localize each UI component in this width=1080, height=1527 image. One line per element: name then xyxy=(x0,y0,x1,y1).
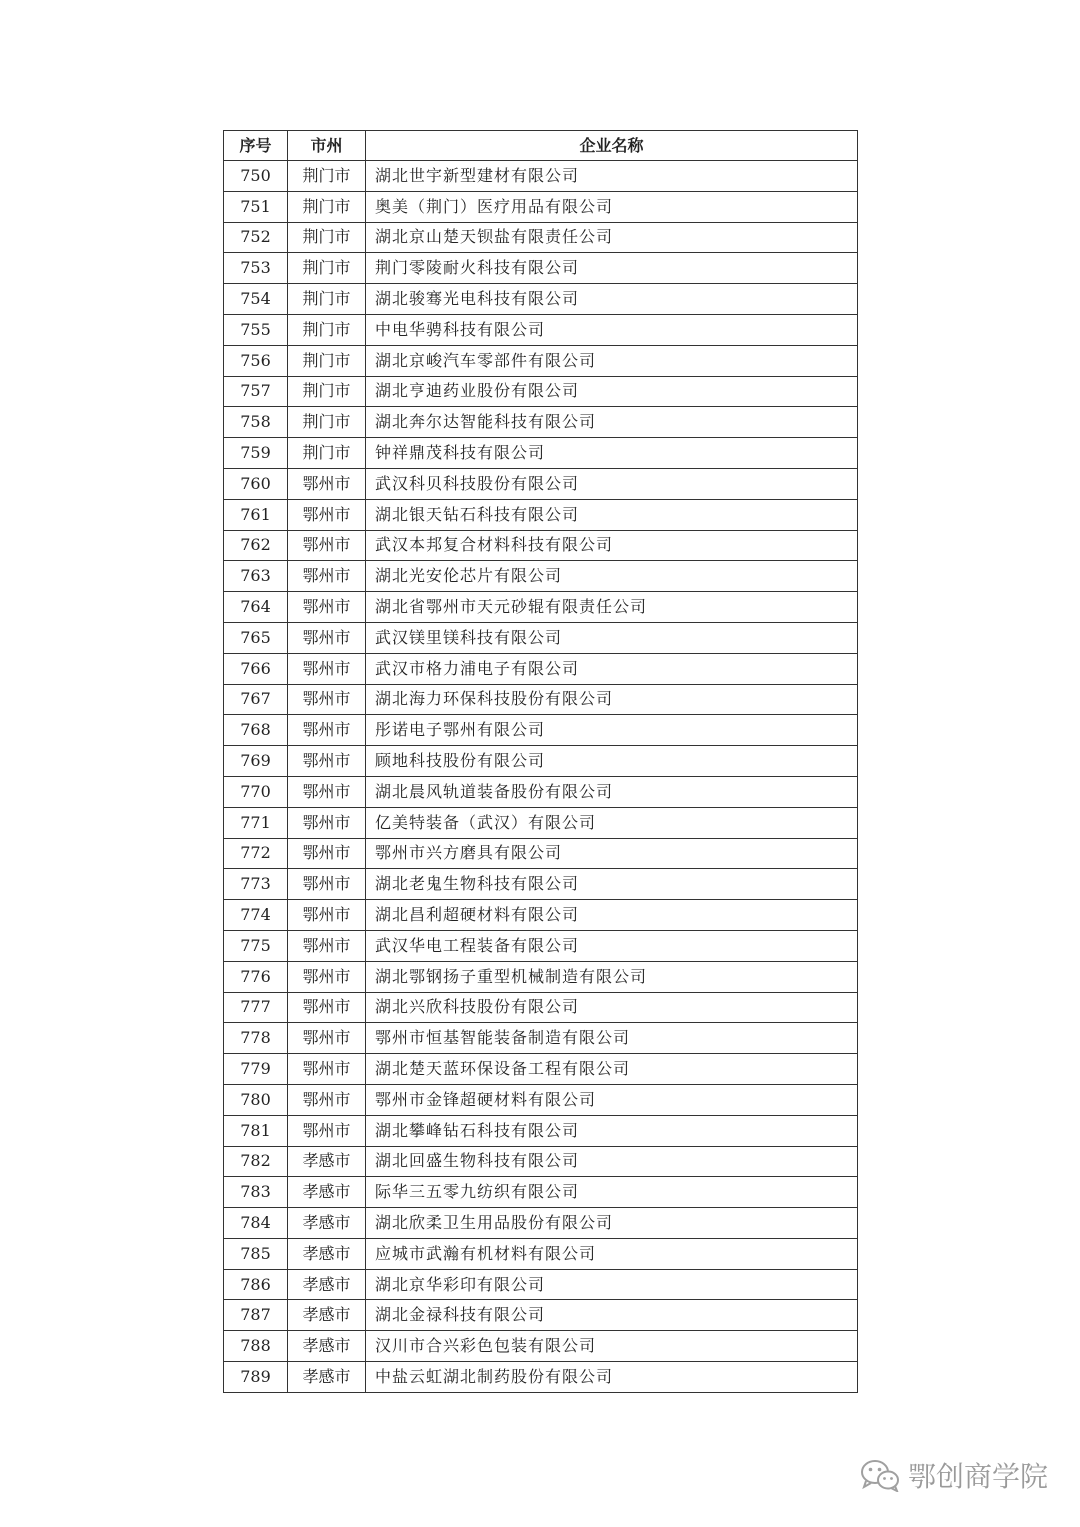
cell-serial-number: 775 xyxy=(224,930,288,961)
table-row xyxy=(224,653,858,684)
cell-city: 鄂州市 xyxy=(288,1084,366,1115)
cell-serial-number: 781 xyxy=(224,1115,288,1146)
cell-company-name: 湖北兴欣科技股份有限公司 xyxy=(366,992,858,1023)
cell-city: 鄂州市 xyxy=(288,1115,366,1146)
table-row xyxy=(224,1177,858,1208)
table-row xyxy=(224,499,858,530)
cell-serial-number: 769 xyxy=(224,746,288,777)
header-serial-number: 序号 xyxy=(224,131,288,161)
cell-company-name: 湖北光安伦芯片有限公司 xyxy=(366,561,858,592)
cell-city: 鄂州市 xyxy=(288,961,366,992)
cell-city: 鄂州市 xyxy=(288,992,366,1023)
table-row xyxy=(224,191,858,222)
table-row xyxy=(224,807,858,838)
cell-serial-number: 785 xyxy=(224,1238,288,1269)
cell-company-name: 际华三五零九纺织有限公司 xyxy=(366,1177,858,1208)
cell-city: 孝感市 xyxy=(288,1300,366,1331)
cell-company-name: 湖北欣柔卫生用品股份有限公司 xyxy=(366,1208,858,1239)
table-row xyxy=(224,1023,858,1054)
cell-company-name: 武汉市格力浦电子有限公司 xyxy=(366,653,858,684)
cell-serial-number: 774 xyxy=(224,900,288,931)
cell-company-name: 湖北攀峰钻石科技有限公司 xyxy=(366,1115,858,1146)
cell-city: 鄂州市 xyxy=(288,746,366,777)
cell-city: 孝感市 xyxy=(288,1238,366,1269)
cell-serial-number: 756 xyxy=(224,345,288,376)
cell-serial-number: 776 xyxy=(224,961,288,992)
cell-city: 荆门市 xyxy=(288,284,366,315)
cell-company-name: 亿美特装备（武汉）有限公司 xyxy=(366,807,858,838)
cell-city: 鄂州市 xyxy=(288,838,366,869)
cell-company-name: 湖北海力环保科技股份有限公司 xyxy=(366,684,858,715)
cell-company-name: 鄂州市兴方磨具有限公司 xyxy=(366,838,858,869)
cell-serial-number: 778 xyxy=(224,1023,288,1054)
table-row xyxy=(224,961,858,992)
cell-serial-number: 751 xyxy=(224,191,288,222)
cell-serial-number: 750 xyxy=(224,161,288,192)
cell-city: 鄂州市 xyxy=(288,869,366,900)
wechat-icon xyxy=(860,1458,900,1492)
cell-city: 孝感市 xyxy=(288,1177,366,1208)
cell-serial-number: 754 xyxy=(224,284,288,315)
cell-company-name: 湖北老鬼生物科技有限公司 xyxy=(366,869,858,900)
cell-company-name: 中盐云虹湖北制药股份有限公司 xyxy=(366,1362,858,1393)
cell-company-name: 湖北京华彩印有限公司 xyxy=(366,1269,858,1300)
table-row xyxy=(224,838,858,869)
cell-serial-number: 773 xyxy=(224,869,288,900)
table-row xyxy=(224,1269,858,1300)
cell-city: 鄂州市 xyxy=(288,807,366,838)
cell-company-name: 武汉科贝科技股份有限公司 xyxy=(366,468,858,499)
table-row xyxy=(224,407,858,438)
cell-serial-number: 757 xyxy=(224,376,288,407)
cell-serial-number: 752 xyxy=(224,222,288,253)
cell-city: 鄂州市 xyxy=(288,930,366,961)
cell-city: 荆门市 xyxy=(288,253,366,284)
table-row xyxy=(224,530,858,561)
cell-serial-number: 767 xyxy=(224,684,288,715)
cell-city: 荆门市 xyxy=(288,376,366,407)
table-row xyxy=(224,746,858,777)
table-header-row xyxy=(224,131,858,161)
cell-company-name: 应城市武瀚有机材料有限公司 xyxy=(366,1238,858,1269)
cell-serial-number: 755 xyxy=(224,314,288,345)
table-row xyxy=(224,930,858,961)
table-row xyxy=(224,715,858,746)
cell-city: 荆门市 xyxy=(288,407,366,438)
watermark xyxy=(860,1455,1048,1495)
cell-city: 荆门市 xyxy=(288,222,366,253)
cell-serial-number: 788 xyxy=(224,1331,288,1362)
cell-serial-number: 765 xyxy=(224,622,288,653)
cell-city: 荆门市 xyxy=(288,438,366,469)
table-row xyxy=(224,684,858,715)
cell-company-name: 湖北银天钻石科技有限公司 xyxy=(366,499,858,530)
cell-city: 鄂州市 xyxy=(288,622,366,653)
cell-serial-number: 762 xyxy=(224,530,288,561)
cell-serial-number: 764 xyxy=(224,592,288,623)
table-row xyxy=(224,468,858,499)
table-row xyxy=(224,992,858,1023)
cell-serial-number: 758 xyxy=(224,407,288,438)
cell-city: 鄂州市 xyxy=(288,499,366,530)
cell-company-name: 湖北奔尔达智能科技有限公司 xyxy=(366,407,858,438)
table-row xyxy=(224,1084,858,1115)
cell-serial-number: 760 xyxy=(224,468,288,499)
cell-city: 鄂州市 xyxy=(288,684,366,715)
cell-company-name: 奥美（荆门）医疗用品有限公司 xyxy=(366,191,858,222)
cell-city: 鄂州市 xyxy=(288,561,366,592)
cell-company-name: 彤诺电子鄂州有限公司 xyxy=(366,715,858,746)
cell-city: 鄂州市 xyxy=(288,1054,366,1085)
table-row xyxy=(224,253,858,284)
table-row xyxy=(224,345,858,376)
header-company-name: 企业名称 xyxy=(366,131,858,161)
cell-city: 孝感市 xyxy=(288,1269,366,1300)
cell-company-name: 湖北楚天蓝环保设备工程有限公司 xyxy=(366,1054,858,1085)
table-row xyxy=(224,376,858,407)
cell-company-name: 湖北昌利超硬材料有限公司 xyxy=(366,900,858,931)
company-table xyxy=(223,130,858,1393)
cell-city: 荆门市 xyxy=(288,345,366,376)
cell-city: 荆门市 xyxy=(288,191,366,222)
cell-company-name: 中电华骋科技有限公司 xyxy=(366,314,858,345)
cell-serial-number: 771 xyxy=(224,807,288,838)
cell-serial-number: 772 xyxy=(224,838,288,869)
table-row xyxy=(224,1362,858,1393)
cell-serial-number: 784 xyxy=(224,1208,288,1239)
table-row xyxy=(224,284,858,315)
cell-city: 荆门市 xyxy=(288,314,366,345)
table-row xyxy=(224,161,858,192)
cell-serial-number: 789 xyxy=(224,1362,288,1393)
cell-serial-number: 779 xyxy=(224,1054,288,1085)
cell-city: 鄂州市 xyxy=(288,900,366,931)
cell-company-name: 湖北晨风轨道装备股份有限公司 xyxy=(366,776,858,807)
cell-city: 孝感市 xyxy=(288,1362,366,1393)
cell-city: 鄂州市 xyxy=(288,715,366,746)
table-row xyxy=(224,1208,858,1239)
cell-serial-number: 759 xyxy=(224,438,288,469)
cell-serial-number: 766 xyxy=(224,653,288,684)
cell-company-name: 湖北鄂钢扬子重型机械制造有限公司 xyxy=(366,961,858,992)
table-row xyxy=(224,1115,858,1146)
cell-company-name: 钟祥鼎茂科技有限公司 xyxy=(366,438,858,469)
table-row xyxy=(224,1238,858,1269)
table-row xyxy=(224,1331,858,1362)
cell-company-name: 荆门零陵耐火科技有限公司 xyxy=(366,253,858,284)
table-row xyxy=(224,1300,858,1331)
cell-serial-number: 763 xyxy=(224,561,288,592)
table-row xyxy=(224,1146,858,1177)
cell-serial-number: 770 xyxy=(224,776,288,807)
table-row xyxy=(224,438,858,469)
cell-company-name: 湖北回盛生物科技有限公司 xyxy=(366,1146,858,1177)
cell-city: 鄂州市 xyxy=(288,468,366,499)
cell-company-name: 湖北亨迪药业股份有限公司 xyxy=(366,376,858,407)
table-row xyxy=(224,222,858,253)
header-city: 市州 xyxy=(288,131,366,161)
table-row xyxy=(224,622,858,653)
cell-company-name: 武汉本邦复合材料科技有限公司 xyxy=(366,530,858,561)
cell-company-name: 湖北京峻汽车零部件有限公司 xyxy=(366,345,858,376)
company-table-container xyxy=(223,130,857,1393)
cell-serial-number: 782 xyxy=(224,1146,288,1177)
cell-company-name: 湖北世宇新型建材有限公司 xyxy=(366,161,858,192)
cell-serial-number: 777 xyxy=(224,992,288,1023)
cell-serial-number: 786 xyxy=(224,1269,288,1300)
cell-company-name: 湖北京山楚天钡盐有限责任公司 xyxy=(366,222,858,253)
cell-serial-number: 768 xyxy=(224,715,288,746)
cell-company-name: 汉川市合兴彩色包装有限公司 xyxy=(366,1331,858,1362)
cell-city: 鄂州市 xyxy=(288,530,366,561)
table-row xyxy=(224,1054,858,1085)
cell-company-name: 顾地科技股份有限公司 xyxy=(366,746,858,777)
cell-city: 荆门市 xyxy=(288,161,366,192)
cell-city: 鄂州市 xyxy=(288,592,366,623)
watermark-text: 鄂创商学院 xyxy=(907,1460,1048,1493)
cell-city: 孝感市 xyxy=(288,1208,366,1239)
cell-serial-number: 783 xyxy=(224,1177,288,1208)
cell-city: 孝感市 xyxy=(288,1146,366,1177)
cell-serial-number: 787 xyxy=(224,1300,288,1331)
table-row xyxy=(224,900,858,931)
table-row xyxy=(224,869,858,900)
table-row xyxy=(224,592,858,623)
cell-company-name: 武汉镁里镁科技有限公司 xyxy=(366,622,858,653)
cell-city: 鄂州市 xyxy=(288,776,366,807)
cell-company-name: 湖北金禄科技有限公司 xyxy=(366,1300,858,1331)
table-row xyxy=(224,561,858,592)
cell-company-name: 湖北省鄂州市天元砂辊有限责任公司 xyxy=(366,592,858,623)
table-row xyxy=(224,776,858,807)
cell-city: 鄂州市 xyxy=(288,653,366,684)
cell-company-name: 鄂州市金锋超硬材料有限公司 xyxy=(366,1084,858,1115)
cell-city: 鄂州市 xyxy=(288,1023,366,1054)
cell-serial-number: 780 xyxy=(224,1084,288,1115)
cell-company-name: 鄂州市恒基智能装备制造有限公司 xyxy=(366,1023,858,1054)
cell-serial-number: 761 xyxy=(224,499,288,530)
cell-city: 孝感市 xyxy=(288,1331,366,1362)
cell-company-name: 湖北骏骞光电科技有限公司 xyxy=(366,284,858,315)
cell-company-name: 武汉华电工程装备有限公司 xyxy=(366,930,858,961)
table-row xyxy=(224,314,858,345)
table-body xyxy=(224,161,858,1393)
cell-serial-number: 753 xyxy=(224,253,288,284)
